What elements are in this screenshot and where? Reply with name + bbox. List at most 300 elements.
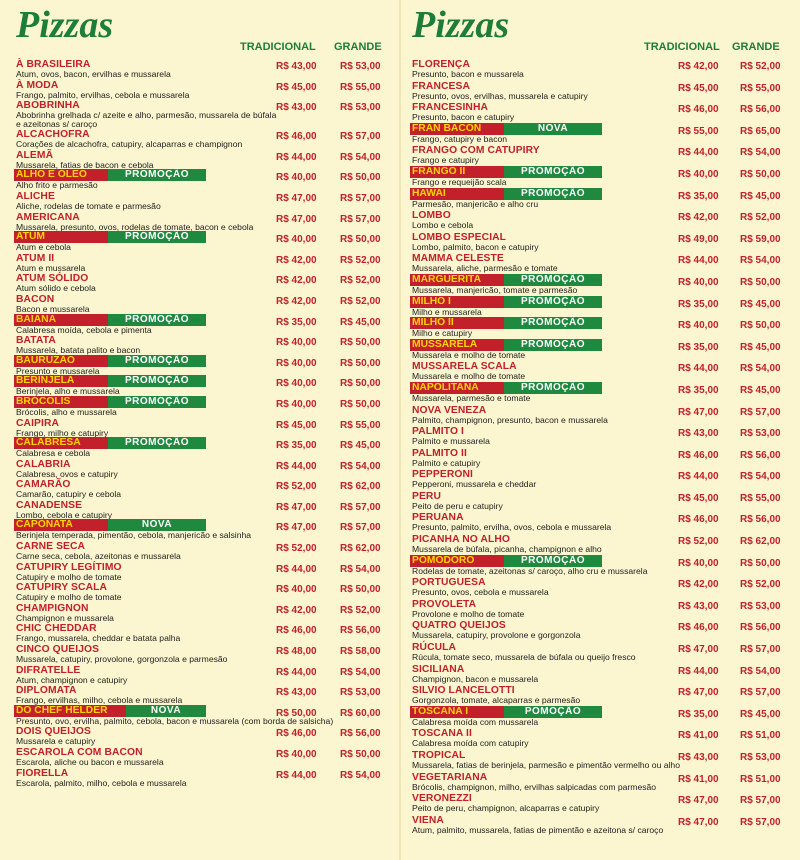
price-grande: R$ 45,00 <box>340 316 381 328</box>
pizza-name: MUSSARELA SCALA <box>412 361 517 373</box>
price-tradicional: R$ 52,00 <box>678 536 719 548</box>
pizza-description: Mussarela, catupiry, provolone, gorgonzola e parmesão <box>16 654 228 665</box>
pizza-name: CHAMPIGNON <box>16 602 89 614</box>
price-tradicional: R$ 47,00 <box>678 644 719 656</box>
price-tradicional: R$ 40,00 <box>276 378 317 390</box>
promo-badge: NOVA <box>108 519 206 531</box>
menu-column-left <box>14 0 406 860</box>
pizza-name: CAIPIRA <box>16 417 60 429</box>
menu-item <box>410 382 800 404</box>
price-grande: R$ 57,00 <box>740 644 781 656</box>
price-tradicional: R$ 35,00 <box>276 316 317 328</box>
pizza-name: À MODA <box>16 79 59 91</box>
pizza-name: MUSSARELA <box>410 339 504 351</box>
pizza-description: Peito de peru e catupiry <box>412 500 503 511</box>
pizza-name: SICILIANA <box>412 663 465 675</box>
price-grande: R$ 55,00 <box>740 492 781 504</box>
menu-item <box>14 581 406 602</box>
pizza-name: NOVA VENEZA <box>412 404 487 416</box>
price-tradicional: R$ 47,00 <box>276 522 317 534</box>
price-grande: R$ 50,00 <box>340 357 381 369</box>
price-grande: R$ 52,00 <box>740 212 781 224</box>
pizza-description: Mussarela, presunto, ovos, rodelas de tomate, bacon e cebola <box>16 221 254 232</box>
price-grande: R$ 50,00 <box>340 172 381 184</box>
menu-item <box>410 814 800 836</box>
pizza-name: ATUM <box>14 231 108 243</box>
price-tradicional: R$ 35,00 <box>678 298 719 310</box>
pizza-description: Lombo e cebola <box>412 220 474 231</box>
pizza-description: Presunto, ovos, cebola e mussarela <box>412 587 549 598</box>
price-grande: R$ 57,00 <box>740 687 781 699</box>
menu-item <box>14 561 406 582</box>
menu-item <box>410 641 800 663</box>
price-tradicional: R$ 43,00 <box>276 102 317 114</box>
pizza-name: FRANGO II <box>410 166 504 178</box>
pizza-description: Mussarela de búfala, picanha, champignon e alho <box>412 544 602 555</box>
price-tradicional: R$ 35,00 <box>276 440 317 452</box>
pizza-description: Champignon e mussarela <box>16 612 114 623</box>
menu-item <box>14 211 406 232</box>
promo-badge: PROMOÇÃO <box>504 339 602 351</box>
price-tradicional: R$ 47,00 <box>276 192 317 204</box>
menu-item <box>410 80 800 102</box>
pizza-name: CHIC CHEDDAR <box>16 623 97 635</box>
menu-item <box>410 360 800 382</box>
price-tradicional: R$ 55,00 <box>678 125 719 137</box>
pizza-name: VIENA <box>412 814 444 826</box>
price-tradicional: R$ 48,00 <box>276 646 317 658</box>
price-tradicional: R$ 40,00 <box>678 168 719 180</box>
price-grande: R$ 58,00 <box>340 646 381 658</box>
menu-item <box>14 664 406 685</box>
price-grande: R$ 56,00 <box>340 625 381 637</box>
pizza-description: Lombo, palmito, bacon e catupiry <box>412 241 539 252</box>
pizza-description: Corações de alcachofra, catupiry, alcaparras e champignon <box>16 139 243 150</box>
menu-item <box>14 231 406 252</box>
price-tradicional: R$ 49,00 <box>678 233 719 245</box>
menu-title: Pizzas <box>16 4 114 46</box>
price-grande: R$ 51,00 <box>740 730 781 742</box>
pizza-name: POMODORO <box>410 555 504 567</box>
price-grande: R$ 52,00 <box>340 604 381 616</box>
price-grande: R$ 45,00 <box>340 440 381 452</box>
menu-item <box>14 396 406 417</box>
pizza-name: CAMARÃO <box>16 479 71 491</box>
tradicional-header: TRADICIONAL <box>644 41 720 53</box>
pizza-name: À BRASILEIRA <box>16 59 91 70</box>
menu-item <box>410 749 800 771</box>
price-grande: R$ 50,00 <box>340 234 381 246</box>
pizza-description: Calabresa moída com catupiry <box>412 738 529 749</box>
pizza-description: Brócolis, champignon, milho, ervilhas salpicadas com parmesão <box>412 781 657 792</box>
menu-item <box>410 101 800 123</box>
promo-badge: PROMOÇÃO <box>108 437 206 449</box>
pizza-description: Escarola, palmito, milho, cebola e mussarela <box>16 777 187 788</box>
pizza-name: FRANGO COM CATUPIRY <box>412 145 540 157</box>
price-grande: R$ 56,00 <box>740 514 781 526</box>
pizza-description: Aliche, rodelas de tomate e parmesão <box>16 200 161 211</box>
menu-item <box>14 128 406 149</box>
menu-title: Pizzas <box>412 4 510 46</box>
pizza-name: PALMITO II <box>412 447 467 459</box>
menu-item <box>410 468 800 490</box>
menu-item <box>14 149 406 170</box>
pizza-name: DO CHEF HELDER <box>14 705 126 717</box>
price-grande: R$ 54,00 <box>340 563 381 575</box>
pizza-description: Bacon e mussarela <box>16 303 90 314</box>
pizza-name: ABOBRINHA <box>16 100 80 112</box>
price-grande: R$ 54,00 <box>340 151 381 163</box>
price-grande: R$ 53,00 <box>340 102 381 114</box>
pizza-description: Palmito e mussarela <box>412 436 490 447</box>
pizza-description: Milho e catupiry <box>412 328 473 339</box>
price-grande: R$ 56,00 <box>740 104 781 116</box>
pizza-name: VEGETARIANA <box>412 771 488 783</box>
price-tradicional: R$ 40,00 <box>276 398 317 410</box>
price-tradicional: R$ 43,00 <box>678 752 719 763</box>
pizza-name: LOMBO ESPECIAL <box>412 231 507 243</box>
price-grande: R$ 45,00 <box>740 190 781 202</box>
promo-badge: PROMOÇÃO <box>504 317 602 329</box>
price-tradicional: R$ 44,00 <box>276 769 317 781</box>
pizza-name: TROPICAL <box>412 750 466 761</box>
promo-badge: PROMOÇÃO <box>108 169 206 181</box>
price-tradicional: R$ 46,00 <box>276 728 317 740</box>
price-tradicional: R$ 45,00 <box>276 419 317 431</box>
menu-item <box>14 252 406 273</box>
price-grande: R$ 53,00 <box>740 428 781 440</box>
price-grande: R$ 54,00 <box>740 255 781 267</box>
menu-item <box>14 437 406 458</box>
menu-item <box>410 663 800 685</box>
menu-item <box>14 79 406 100</box>
price-tradicional: R$ 44,00 <box>678 363 719 375</box>
price-grande: R$ 57,00 <box>340 213 381 225</box>
price-grande: R$ 52,00 <box>340 254 381 266</box>
price-tradicional: R$ 42,00 <box>678 579 719 591</box>
menu-item <box>410 274 800 296</box>
price-tradicional: R$ 35,00 <box>678 384 719 396</box>
promo-badge: PROMOÇÃO <box>504 188 602 200</box>
price-tradicional: R$ 46,00 <box>678 449 719 461</box>
pizza-name: ALICHE <box>16 190 55 202</box>
pizza-description: Atum e mussarela <box>16 262 86 273</box>
menu-item <box>410 425 800 447</box>
pizza-description: Frango, mussarela, cheddar e batata palha <box>16 633 181 644</box>
pizza-name: BAURUZÃO <box>14 355 108 367</box>
price-grande: R$ 54,00 <box>340 666 381 678</box>
promo-badge: PROMOÇÃO <box>504 166 602 178</box>
promo-badge: POMOÇÃO <box>504 706 602 718</box>
price-tradicional: R$ 47,00 <box>276 213 317 225</box>
menu-item <box>410 447 800 469</box>
price-tradicional: R$ 42,00 <box>276 295 317 307</box>
price-tradicional: R$ 40,00 <box>276 337 317 349</box>
menu-item <box>410 231 800 253</box>
price-tradicional: R$ 40,00 <box>678 320 719 332</box>
pizza-description: Rúcula, tomate seco, mussarela de búfala ou queijo fresco <box>412 652 636 663</box>
menu-item <box>14 705 406 726</box>
price-grande: R$ 53,00 <box>740 752 781 763</box>
pizza-description: Calabresa, ovos e catupiry <box>16 468 118 479</box>
promo-badge: NOVA <box>504 123 602 135</box>
menu-item <box>410 511 800 533</box>
price-grande: R$ 54,00 <box>740 147 781 159</box>
pizza-name: PROVOLETA <box>412 598 477 610</box>
price-tradicional: R$ 40,00 <box>678 557 719 569</box>
menu-item <box>14 99 406 128</box>
pizza-description: Presunto, bacon e mussarela <box>412 69 524 79</box>
menu-item <box>410 188 800 210</box>
price-grande: R$ 62,00 <box>340 543 381 555</box>
pizza-name: BATATA <box>16 335 56 347</box>
pizza-name: BRÓCOLIS <box>14 396 108 408</box>
pizza-description: Berinjela temperada, pimentão, cebola, manjericão e salsinha <box>16 530 252 541</box>
menu-item <box>14 746 406 767</box>
pizza-list <box>410 58 800 835</box>
price-grande: R$ 54,00 <box>340 460 381 472</box>
pizza-name: PORTUGUESA <box>412 577 486 589</box>
pizza-name: VERONEZZI <box>412 793 472 805</box>
pizza-name: FRANCESINHA <box>412 102 489 114</box>
pizza-description: Pepperoni, mussarela e cheddar <box>412 479 537 490</box>
price-tradicional: R$ 42,00 <box>276 604 317 616</box>
price-grande: R$ 65,00 <box>740 125 781 137</box>
pizza-description: Calabresa moída com mussarela <box>412 716 539 727</box>
pizza-name: BACON <box>16 293 55 305</box>
menu-item <box>410 123 800 145</box>
price-grande: R$ 53,00 <box>340 61 381 72</box>
column-header <box>14 0 406 58</box>
price-grande: R$ 52,00 <box>740 61 781 72</box>
price-grande: R$ 54,00 <box>740 665 781 677</box>
pizza-description: Presunto, palmito, ervilha, ovos, cebola e mussarela <box>412 522 612 533</box>
price-tradicional: R$ 50,00 <box>276 707 317 719</box>
promo-badge: PROMOÇÃO <box>504 274 602 286</box>
price-grande: R$ 51,00 <box>740 773 781 785</box>
price-grande: R$ 55,00 <box>340 81 381 93</box>
pizza-description: Rodelas de tomate, azeitonas s/ caroço, alho cru e mussarela <box>412 565 648 576</box>
price-grande: R$ 50,00 <box>740 168 781 180</box>
price-grande: R$ 45,00 <box>740 384 781 396</box>
pizza-description: Mussarela, fatias de berinjela, parmesão e pimentão vermelho ou alho <box>412 760 680 770</box>
menu-item <box>14 725 406 746</box>
pizza-description: Mussarela, fatias de bacon e cebola <box>16 159 154 170</box>
menu-item <box>410 533 800 555</box>
price-tradicional: R$ 40,00 <box>276 172 317 184</box>
menu-item <box>14 643 406 664</box>
promo-badge: PROMOÇÃO <box>108 355 206 367</box>
menu-item <box>14 602 406 623</box>
price-tradicional: R$ 43,00 <box>678 428 719 440</box>
pizza-name: ALCACHOFRA <box>16 129 90 141</box>
menu-item <box>410 317 800 339</box>
price-grande: R$ 59,00 <box>740 233 781 245</box>
pizza-name: PALMITO I <box>412 426 465 438</box>
pizza-description: Peito de peru, champignon, alcaparras e catupiry <box>412 803 600 814</box>
price-tradicional: R$ 44,00 <box>678 471 719 483</box>
pizza-name: PERUANA <box>412 512 464 524</box>
price-tradicional: R$ 40,00 <box>276 749 317 760</box>
price-tradicional: R$ 42,00 <box>678 61 719 72</box>
menu-item <box>14 355 406 376</box>
pizza-description: Atum sólido e cebola <box>16 283 96 294</box>
price-tradicional: R$ 46,00 <box>276 625 317 637</box>
pizza-description: Lombo, cebola e catupiry <box>16 509 113 520</box>
pizza-name: ESCAROLA COM BACON <box>16 747 143 758</box>
price-tradicional: R$ 44,00 <box>276 666 317 678</box>
pizza-description: Frango e catupiry <box>412 155 479 166</box>
menu-item <box>14 334 406 355</box>
price-grande: R$ 50,00 <box>340 584 381 596</box>
price-grande: R$ 56,00 <box>340 728 381 740</box>
pizza-description: Presunto e mussarela <box>16 365 100 376</box>
menu-item <box>410 404 800 426</box>
pizza-name: MILHO I <box>410 296 504 308</box>
pizza-name: LOMBO <box>412 210 451 222</box>
menu-item <box>410 684 800 706</box>
price-tradicional: R$ 44,00 <box>276 563 317 575</box>
menu-item <box>410 296 800 318</box>
pizza-name: ALEMÃ <box>16 149 54 161</box>
pizza-name: BERINJELA <box>14 375 108 387</box>
pizza-description: Presunto, bacon e catupiry <box>412 112 515 123</box>
pizza-name: CANADENSE <box>16 499 83 511</box>
pizza-description: Calabresa e cebola <box>16 448 91 459</box>
pizza-description: Camarão, catupiry e cebola <box>16 489 122 500</box>
menu-item <box>14 540 406 561</box>
pizza-description: Atum, champignon e catupiry <box>16 674 128 685</box>
price-grande: R$ 50,00 <box>740 557 781 569</box>
pizza-name: AMERICANA <box>16 211 80 223</box>
price-grande: R$ 57,00 <box>740 816 781 828</box>
price-tradicional: R$ 45,00 <box>678 82 719 94</box>
price-grande: R$ 45,00 <box>740 298 781 310</box>
price-grande: R$ 50,00 <box>740 320 781 332</box>
price-grande: R$ 54,00 <box>740 363 781 375</box>
pizza-name: CATUPIRY SCALA <box>16 582 108 594</box>
pizza-description: Frango, catupiry e bacon <box>412 133 508 144</box>
price-grande: R$ 53,00 <box>340 687 381 699</box>
price-tradicional: R$ 42,00 <box>276 275 317 287</box>
promo-badge: PROMOÇÃO <box>108 375 206 387</box>
pizza-name: CALABRESA <box>14 437 108 449</box>
price-grande: R$ 57,00 <box>740 406 781 418</box>
pizza-description: Mussarela e molho de tomate <box>412 371 526 382</box>
price-grande: R$ 50,00 <box>340 378 381 390</box>
menu-item <box>410 792 800 814</box>
pizza-description: Milho e mussarela <box>412 306 482 317</box>
pizza-description: Carne seca, cebola, azeitonas e mussarela <box>16 551 181 562</box>
price-tradicional: R$ 44,00 <box>276 151 317 163</box>
price-tradicional: R$ 41,00 <box>678 773 719 785</box>
price-tradicional: R$ 40,00 <box>276 234 317 246</box>
price-tradicional: R$ 46,00 <box>678 622 719 634</box>
price-tradicional: R$ 45,00 <box>276 81 317 93</box>
price-grande: R$ 62,00 <box>340 481 381 493</box>
price-tradicional: R$ 44,00 <box>276 460 317 472</box>
pizza-description: Presunto, ovo, ervilha, palmito, cebola, bacon e mussarela (com borda de salsicha) <box>16 715 334 726</box>
pizza-description: Abobrinha grelhada c/ azeite e alho, parmesão, mussarela de búfala <box>16 110 277 121</box>
pizza-name: MAMMA CELESTE <box>412 253 504 265</box>
menu-item <box>14 58 406 79</box>
price-tradicional: R$ 40,00 <box>276 357 317 369</box>
pizza-name: BAIANA <box>14 314 108 326</box>
menu-item <box>410 58 800 80</box>
pizza-name: CATUPIRY LEGÍTIMO <box>16 561 122 573</box>
price-tradicional: R$ 46,00 <box>678 104 719 116</box>
menu-item <box>410 727 800 749</box>
price-tradicional: R$ 46,00 <box>678 514 719 526</box>
tradicional-header: TRADICIONAL <box>240 41 316 53</box>
price-grande: R$ 57,00 <box>740 795 781 807</box>
price-grande: R$ 45,00 <box>740 341 781 353</box>
pizza-description: Gorgonzola, tomate, alcaparras e parmesão <box>412 695 581 706</box>
price-grande: R$ 52,00 <box>740 579 781 591</box>
pizza-list <box>14 58 406 787</box>
pizza-description: Parmesão, manjericão e alho cru <box>412 198 539 209</box>
menu-item <box>410 166 800 188</box>
menu-item <box>14 272 406 293</box>
grande-header: GRANDE <box>732 41 780 53</box>
price-grande: R$ 50,00 <box>340 749 381 760</box>
pizza-description: Mussarela e molho de tomate <box>412 349 526 360</box>
pizza-name: ATUM SÓLIDO <box>16 273 89 285</box>
menu-item <box>14 478 406 499</box>
pizza-description: Brócolis, alho e mussarela <box>16 406 117 417</box>
pizza-name: MARGUERITA <box>410 274 504 286</box>
pizza-description: Atum e cebola <box>16 242 71 253</box>
pizza-name: CINCO QUEIJOS <box>16 644 100 656</box>
price-tradicional: R$ 47,00 <box>678 795 719 807</box>
price-grande: R$ 62,00 <box>740 536 781 548</box>
pizza-name: FLORENÇA <box>412 59 471 70</box>
menu-item <box>14 519 406 540</box>
pizza-name: TOSCANA II <box>412 728 472 740</box>
price-tradicional: R$ 47,00 <box>276 501 317 513</box>
pizza-description: Provolone e molho de tomate <box>412 608 525 619</box>
menu-item <box>410 490 800 512</box>
menu-item <box>410 619 800 641</box>
menu-item <box>14 375 406 396</box>
pizza-description: Frango, milho e catupiry <box>16 427 109 438</box>
price-tradicional: R$ 46,00 <box>276 131 317 143</box>
pizza-name: CALABRIA <box>16 458 71 470</box>
promo-badge: PROMOÇÃO <box>108 314 206 326</box>
pizza-description: Champignon, bacon e mussarela <box>412 673 539 684</box>
pizza-description: Palmito, champignon, presunto, bacon e mussarela <box>412 414 608 425</box>
pizza-name: PICANHA NO ALHO <box>412 534 510 546</box>
menu-item <box>410 706 800 728</box>
pizza-description: Atum, ovos, bacon, ervilhas e mussarela <box>16 69 171 79</box>
price-tradicional: R$ 42,00 <box>678 212 719 224</box>
price-tradicional: R$ 52,00 <box>276 543 317 555</box>
pizza-name: SILVIO LANCELOTTI <box>412 685 515 697</box>
menu-item <box>410 771 800 793</box>
price-grande: R$ 52,00 <box>340 295 381 307</box>
pizza-name: NAPOLITANA <box>410 382 504 394</box>
promo-badge: PROMOÇÃO <box>504 296 602 308</box>
menu-item <box>410 598 800 620</box>
pizza-name: CARNE SECA <box>16 541 86 553</box>
price-tradicional: R$ 43,00 <box>276 61 317 72</box>
price-tradicional: R$ 42,00 <box>276 254 317 266</box>
pizza-description: Mussarela, manjericão, tomate e parmesão <box>412 284 578 295</box>
price-tradicional: R$ 35,00 <box>678 190 719 202</box>
pizza-name: ATUM II <box>16 252 55 264</box>
menu-item <box>410 209 800 231</box>
price-tradicional: R$ 35,00 <box>678 708 719 720</box>
